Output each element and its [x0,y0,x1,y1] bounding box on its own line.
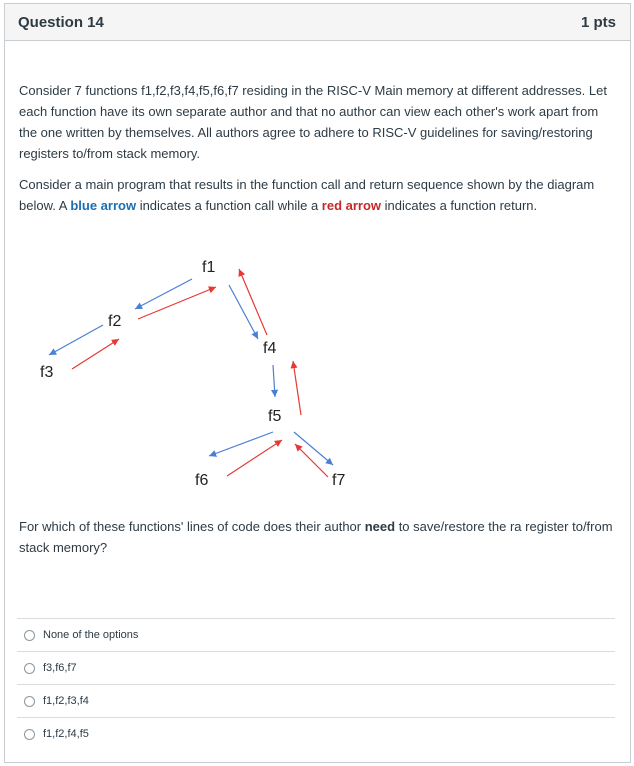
return-arrow-f5-f4 [293,361,301,415]
node-f3: f3 [40,364,54,381]
node-f7: f7 [332,472,346,489]
radio-button[interactable] [24,663,35,674]
prompt-text-b: to save/restore the ra register to/from stack memory? [19,519,613,555]
red-arrow-label: red arrow [321,198,382,213]
node-f1: f1 [202,259,216,276]
call-return-diagram [5,249,632,499]
question-text [19,80,609,226]
question-paragraph-1: Consider 7 functions f1,f2,f3,f4,f5,f6,f7 residing in the RISC-V Main memory at different addresses. Let each function have its own separate author and that no author can view each other's work apart from the one written by themselves. All authors agree to adhere to RISC-V guidelines for saving/restoring registers to/from stack memory. [19,83,607,161]
return-arrow-f7-f5 [295,444,328,477]
radio-button[interactable] [24,696,35,707]
return-arrow-f4-f1 [239,269,267,335]
node-f4: f4 [263,340,277,357]
para2-text-a: Consider a main program that results in the function call and return sequence shown by the diagram below. A [19,177,595,213]
call-arrow-f1-f2 [135,279,192,309]
answer-label[interactable]: f1,f2,f3,f4 [43,695,89,707]
node-f2: f2 [108,313,122,330]
prompt-text-a: For which of these functions' lines of code does their author [19,519,365,534]
return-arrow-f2-f1 [138,287,216,319]
call-arrow-f4-f5 [273,365,275,397]
answer-label[interactable]: None of the options [43,629,139,641]
radio-button[interactable] [24,630,35,641]
node-f5: f5 [268,408,282,425]
node-f6: f6 [195,472,209,489]
answer-list [17,618,615,750]
answer-option[interactable] [17,651,615,684]
question-header [5,4,630,41]
return-arrow-f6-f5 [227,440,282,476]
call-arrow-f1-f4 [229,285,258,339]
answer-option[interactable] [17,717,615,750]
question-prompt [19,516,615,558]
answer-option[interactable] [17,618,615,651]
prompt-bold: need [364,519,396,534]
question-title: Question 14 [18,13,104,31]
answer-label[interactable]: f3,f6,f7 [43,662,77,674]
blue-arrow-label: blue arrow [70,198,137,213]
call-arrow-f2-f3 [49,325,103,355]
radio-button[interactable] [24,729,35,740]
question-points: 1 pts [580,13,616,31]
question-card [4,3,631,763]
para2-text-b: indicates a function call while a [136,198,322,213]
para2-text-c: indicates a function return. [381,198,538,213]
question-paragraph-2 [19,174,609,216]
answer-option[interactable] [17,684,615,717]
answer-label[interactable]: f1,f2,f4,f5 [43,728,89,740]
return-arrow-f3-f2 [72,339,119,369]
